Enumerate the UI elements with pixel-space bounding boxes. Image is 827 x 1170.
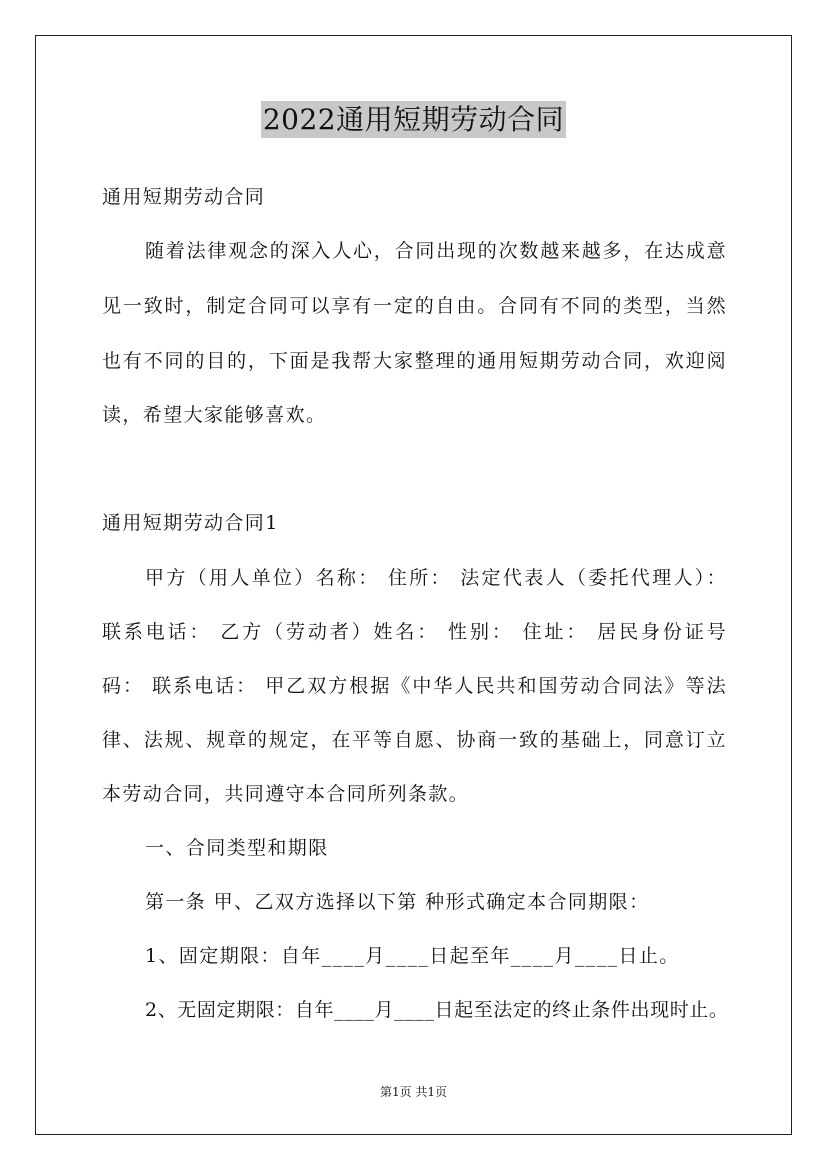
heading-one: 一、合同类型和期限 [145, 837, 329, 859]
party-line-5: 本劳动合同，共同遵守本合同所列条款。 [102, 783, 470, 805]
intro-line-2: 见一致时，制定合同可以享有一定的自由。合同有不同的类型，当然 [102, 295, 727, 317]
section-title: 通用短期劳动合同1 [102, 512, 279, 534]
party-line-4: 律、法规、规章的规定，在平等自愿、协商一致的基础上，同意订立 [102, 729, 727, 751]
document-title [0, 98, 827, 138]
intro-line-1: 随着法律观念的深入人心，合同出现的次数越来越多，在达成意 [145, 240, 727, 262]
party-line-3: 码： 联系电话： 甲乙双方根据《中华人民共和国劳动合同法》等法 [102, 675, 727, 697]
document-title-text: 2022通用短期劳动合同 [262, 103, 565, 136]
party-line-2: 联系电话： 乙方（劳动者）姓名： 性别： 住址： 居民身份证号 [102, 621, 727, 643]
party-line-1: 甲方（用人单位）名称： 住所： 法定代表人（委托代理人）： [145, 567, 727, 589]
option-open-term: 2、无固定期限：自年____月____日起至法定的终止条件出现时止。 [145, 999, 729, 1021]
intro-line-4: 读，希望大家能够喜欢。 [102, 404, 327, 426]
article-one: 第一条 甲、乙双方选择以下第 种形式确定本合同期限： [145, 891, 650, 913]
intro-line-3: 也有不同的目的，下面是我帮大家整理的通用短期劳动合同，欢迎阅 [102, 350, 727, 372]
page-footer: 第1页 共1页 [379, 1085, 448, 1099]
option-fixed-term: 1、固定期限：自年____月____日起至年____月____日止。 [145, 945, 680, 967]
subtitle: 通用短期劳动合同 [102, 186, 266, 208]
